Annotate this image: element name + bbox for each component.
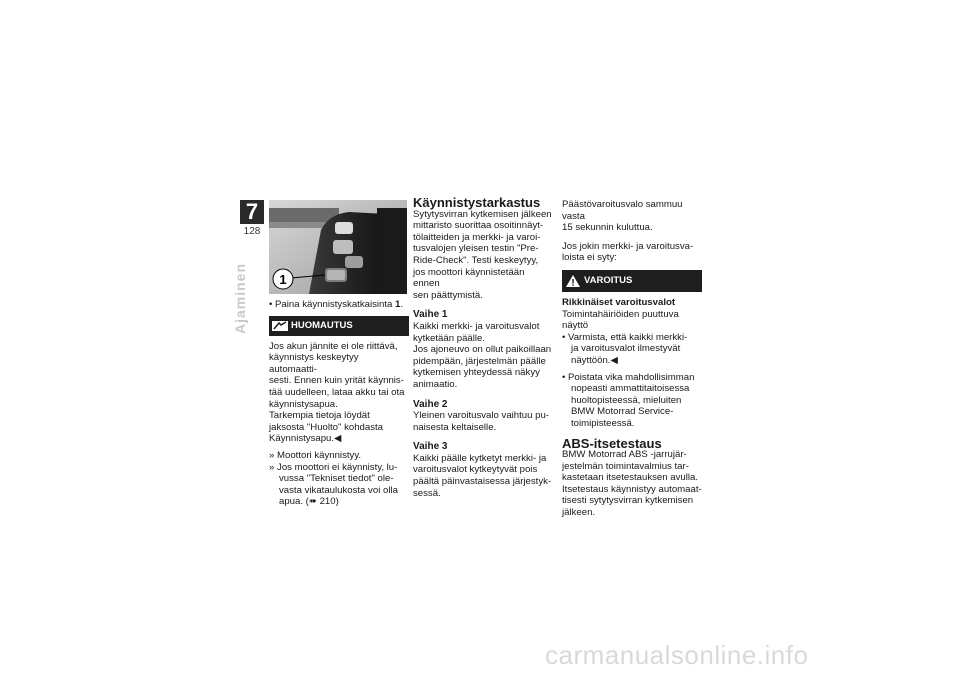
step-bullet: • Paina käynnistyskatkaisinta 1. xyxy=(269,299,404,310)
note-icon xyxy=(269,316,291,336)
column-2: Käynnistystarkastus Sytytysvirran kytkemisen jälkeen mittaristo suorittaa osoitinnäyt- tölaitteiden ja merkki- ja varoi- tusvalojen yleisen testin "Pre- Ride-Check". Testi keskeytyy, jos moottori käynnistetään ennen sen päättymistä. Vaihe 1 Kaikki merkki- ja varoitusvalot kytketään päälle. Jos ajoneuvo on ollut paikoillaan pidempään, järjestelmän päälle kytkemisen yhteydessä näkyy animaatio. Vaihe 2 Yleinen varoitusvalo vaihtuu pu- naisesta keltaiselle. Vaihe 3 Kaikki päälle kytketyt merkki- ja varoitusvalot kytkeytyvät pois päältä päinvastaisessa järjestyk- sessä. xyxy=(413,195,552,499)
result-item: » Moottori käynnistyy. xyxy=(269,449,362,461)
figure-callout-label: 1 xyxy=(279,272,287,287)
chapter-number: 7 xyxy=(240,200,264,224)
abs-section-title: ABS-itsetestaus xyxy=(562,435,662,451)
warning-title: Rikkinäiset varoitusvalot xyxy=(562,296,676,308)
section-title: Käynnistystarkastus xyxy=(413,195,541,210)
page-number: 128 xyxy=(243,226,261,237)
note-text: Jos akun jännite ei ole riittävä, käynnistys keskeytyy automaatti- sesti. Ennen kuin yrität käynnis- tää uudelleen, lataa akku tai ota käynnistysapua. Tarkempia tietoja löydät jaksosta "Huolto" kohdasta Käynnistysapu.◀ xyxy=(269,340,405,445)
watermark: carmanualsonline.info xyxy=(545,640,809,670)
section-intro: Sytytysvirran kytkemisen jälkeen mittaristo suorittaa osoitinnäyt- tölaitteiden ja merkki- ja varoi- tusvalojen yleisen testin "Pre- Ride-Check". Testi keskeytyy, jos moottori käynnistetään ennen sen päättymistä. xyxy=(413,208,552,301)
column-1: • Paina käynnistyskatkaisinta 1. HUOMAUTUS Jos akun jännite ei ole riittävä, käynnistys keskeytyy automaatti- sesti. Ennen kuin yrität käynnis- tää uudelleen, lataa akku tai ota käynnistysapua. Tarkempia tietoja löydät jaksosta "Huolto" kohdasta Käynnistysapu.◀ » Moottori käynnistyy. » Jos moottori ei käynnisty, lu- vussa "Tekniset tiedot" ole- vasta vikataulukosta voi olla apua. (➠ 210) xyxy=(269,299,409,508)
warning-label: VAROITUS xyxy=(584,275,633,287)
handlebar-switch-illustration xyxy=(269,200,407,294)
warning-bullet: • Varmista, että kaikki merkki- xyxy=(562,331,688,343)
warning-bar xyxy=(562,270,702,292)
warning-icon xyxy=(562,271,584,291)
step-title: Vaihe 2 xyxy=(413,398,448,410)
result-item: » Jos moottori ei käynnisty, lu- xyxy=(269,461,398,473)
handlebar-switch-photo xyxy=(269,200,407,294)
column-3: Päästövaroitusvalo sammuu vasta 15 sekunnin kuluttua. Jos jokin merkki- ja varoitusva- loista ei syty: VAROITUS Rikkinäiset varoitusvalot Toimintahäiriöiden puuttuva näyttö • Varmista, että kaikki merkki- ja varoitusvalot ilmestyvät näyttöön.◀ • Poistata vika mahdollisimman nopeasti ammattitaitoisessa huoltopisteessä, mieluiten BMW Motorrad Service- toimipisteessä. ABS-itsetestaus BMW Motorrad ABS -jarrujär- jestelmän toimintavalmius tar- kastetaan itsetestauksen avulla. Itsetestaus käynnistyy automaat- tisesti sytytysvirran kytkemisen jälkeen. xyxy=(562,199,702,519)
warning-bullet: • Poistata vika mahdollisimman xyxy=(562,371,695,383)
abs-section-text: BMW Motorrad ABS -jarrujär- jestelmän toimintavalmius tar- kastetaan itsetestauksen avulla. Itsetestaus käynnistyy automaat- tisesti sytytysvirran kytkemisen jälkeen. xyxy=(562,449,702,519)
chapter-title: Ajaminen xyxy=(232,262,248,334)
step-title: Vaihe 3 xyxy=(413,441,448,453)
note-bar xyxy=(269,316,409,336)
note-label: HUOMAUTUS xyxy=(291,319,353,331)
step-title: Vaihe 1 xyxy=(413,309,448,321)
